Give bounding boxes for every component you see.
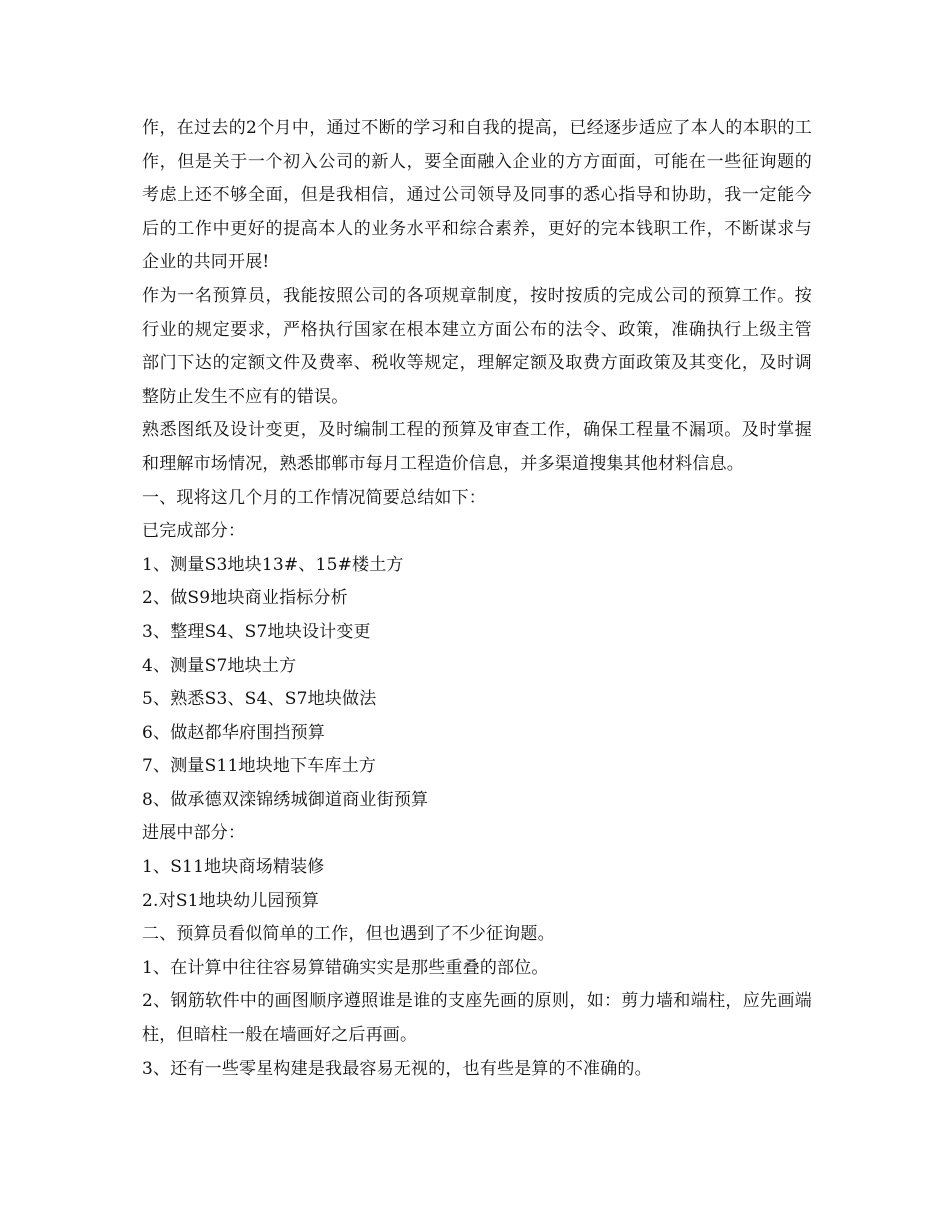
list-item: 1、测量S3地块13#、15#楼土方 — [142, 554, 404, 575]
duties-paragraph: 作为一名预算员，我能按照公司的各项规章制度，按时按质的完成公司的预算工作。按行业的规定要求，严格执行国家在根本建立方面公布的法令、政策，准确执行上级主管部门下达的定额文件及费率、税收等规定，理解定额及取费方面政策及其变化，及时调整防止发生不应有的错误。 — [142, 285, 812, 407]
list-item: 3、整理S4、S7地块设计变更 — [142, 621, 371, 642]
intro-paragraph: 作，在过去的2个月中，通过不断的学习和自我的提高，已经逐步适应了本人的本职的工作，但是关于一个初入公司的新人，要全面融入企业的方方面面，可能在一些征询题的考虑上还不够全面，但是我相信，通过公司领导及同事的悉心指导和协助，我一定能今后的工作中更好的提高本人的业务水平和综合素养，更好的完本钱职工作，不断谋求与企业的共同开展! — [142, 118, 812, 273]
list-item: 1、S11地块商场精装修 — [142, 857, 325, 878]
list-item: 7、测量S11地块地下车库土方 — [142, 756, 377, 777]
list-item: 4、测量S7地块土方 — [142, 655, 297, 676]
list-item: 6、做赵都华府围挡预算 — [142, 722, 326, 743]
problems-heading: 二、预算员看似简单的工作，但也遇到了不少征询题。 — [142, 924, 555, 945]
list-item: 1、在计算中往往容易算错确实实是那些重叠的部位。 — [142, 957, 549, 978]
summary-heading: 一、现将这几个月的工作情况简要总结如下： — [142, 487, 486, 508]
skills-paragraph: 熟悉图纸及设计变更，及时编制工程的预算及审查工作，确保工程量不漏项。及时掌握和理解市场情况，熟悉邯郸市每月工程造价信息，并多渠道搜集其他材料信息。 — [142, 420, 812, 474]
list-item: 5、熟悉S3、S4、S7地块做法 — [142, 689, 377, 710]
list-item: 3、还有一些零星构建是我最容易无视的，也有些是算的不准确的。 — [142, 1058, 652, 1079]
document-body — [142, 112, 812, 1086]
list-item: 2、做S9地块商业指标分析 — [142, 588, 348, 609]
list-item: 2.对S1地块幼儿园预算 — [142, 890, 320, 911]
list-item: 2、钢筋软件中的画图顺序遵照谁是谁的支座先画的原则，如：剪力墙和端柱，应先画端柱，但暗柱一般在墙画好之后再画。 — [142, 991, 812, 1046]
completed-heading: 已完成部分： — [142, 521, 246, 542]
in-progress-heading: 进展中部分： — [142, 823, 246, 844]
list-item: 8、做承德双滦锦绣城御道商业街预算 — [142, 789, 429, 810]
